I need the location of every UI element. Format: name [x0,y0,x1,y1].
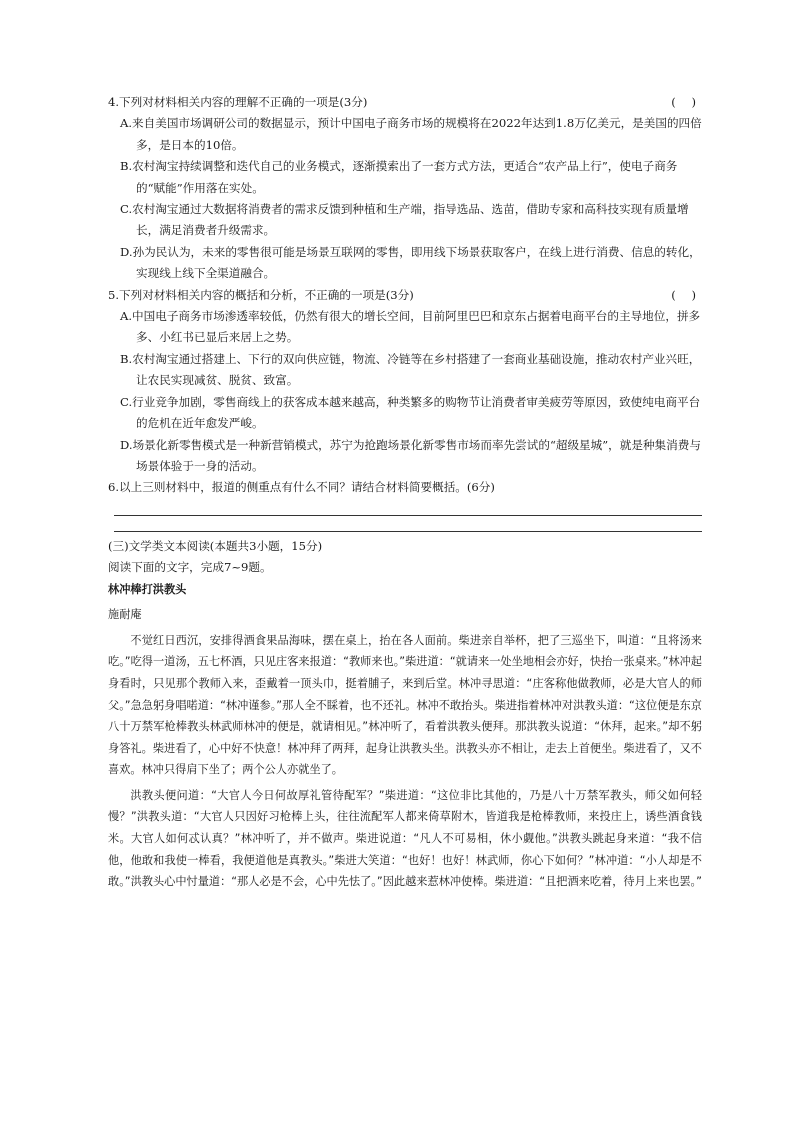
question-4-option-a: A.来自美国市场调研公司的数据显示，预计中国电子商务市场的规模将在2022年达到1.8万亿美元，是美国的四倍多，是日本的10倍。 [120,116,702,152]
story [108,579,702,893]
question-5-option-b: B.农村淘宝通过搭建上、下行的双向供应链，物流、冷链等在乡村搭建了一套商业基础设施，推动农村产业兴旺，让农民实现减贫、脱贫、致富。 [120,351,701,388]
story-author: 施耐庵 [108,608,142,622]
section-title: (三)文学类文本阅读(本题共3小题，15分) [108,538,323,553]
question-4-answer-bracket[interactable]: ( ) [671,95,702,109]
section-instruction: 阅读下面的文字，完成7~9题。 [108,560,272,575]
question-4-stem: 4.下列对材料相关内容的理解不正确的一项是(3分) [108,95,368,109]
story-paragraph-2: 洪教头便问道：“大官人今日何故厚礼管待配军？”柴进道：“这位非比其他的，乃是八十万禁军教头，师父如何轻慢？”洪教头道：“大官人只因好习枪棒上头，往往流配军人都来倚草附木，皆道我是枪棒教师，来投庄上，诱些酒食钱米。大官人如何忒认真？”林冲听了，并不做声。柴进说道：“凡人不可易相，休小觑他。”洪教头跳起身来道：“我不信他，他敢和我使一棒看，我便道他是真教头。”柴进大笑道：“也好！也好！林武师，你心下如何？”林冲道：“小人却是不敢。”洪教头心中忖量道：“那人必是不会，心中先怯了。”因此越来惹林冲使棒。柴进道：“且把酒来吃着，待月上来也罢。” [108,788,702,889]
question-4 [108,92,702,285]
question-4-option-c: C.农村淘宝通过大数据将消费者的需求反馈到种植和生产端，指导选品、选苗，借助专家和高科技实现有质量增长，满足消费者升级需求。 [120,202,689,238]
question-5-answer-bracket[interactable]: ( ) [671,287,702,302]
question-5-option-a: A.中国电子商务市场渗透率较低，仍然有很大的增长空间，目前阿里巴巴和京东占据着电商平台的主导地位，拼多多、小红书已显后来居上之势。 [120,309,701,345]
question-5-option-c: C.行业竞争加剧，零售商线上的获客成本越来越高，种类繁多的购物节让消费者审美疲劳等原因，致使纯电商平台的危机在近年愈发严峻。 [120,394,701,431]
question-5 [108,285,702,478]
question-6 [108,477,702,531]
question-4-option-b: B.农村淘宝持续调整和迭代自己的业务模式，逐渐摸索出了一套方式方法，更适合“农产品上行”，使电子商务的“赋能”作用落在实处。 [120,159,678,195]
question-5-stem: 5.下列对材料相关内容的概括和分析，不正确的一项是(3分) [108,287,414,302]
story-paragraph-1: 不觉红日西沉，安排得酒食果品海味，摆在桌上，抬在各人面前。柴进亲自举杯，把了三巡坐下，叫道：“且将汤来吃。”吃得一道汤，五七杯酒，只见庄客来报道：“教师来也。”柴进道：“就请来一处坐地相会亦好，快抬一张桌来。”林冲起身看时，只见那个教师入来，歪戴着一顶头巾，挺着脯子，来到后堂。林冲寻思道：“庄客称他做教师，必是大官人的师父。”急急躬身唱喏道：“林冲谨参。”那人全不睬着，也不还礼。林冲不敢抬头。柴进指着林冲对洪教头道：“这位便是东京八十万禁军枪棒教头林武师林冲的便是，就请相见。”林冲听了，看着洪教头便拜。那洪教头说道：“休拜，起来。”却不躬身答礼。柴进看了，心中好不快意！林冲拜了两拜，起身让洪教头坐。洪教头亦不相让，走去上首便坐。柴进看了，又不喜欢。林冲只得肩下坐了；两个公人亦就坐了。 [108,633,702,777]
question-6-stem: 6.以上三则材料中，报道的侧重点有什么不同？请结合材料简要概括。(6分) [108,480,495,495]
question-4-option-d: D.孙为民认为，未来的零售很可能是场景互联网的零售，即用线下场景获取客户，在线上进行消费、信息的转化，实现线上线下全渠道融合。 [120,244,701,281]
story-title: 林冲棒打洪教头 [108,582,187,596]
question-5-option-d: D.场景化新零售模式是一种新营销模式，苏宁为抢跑场景化新零售市场而率先尝试的“超级星城”，就是种集消费与场景体验于一身的活动。 [120,437,701,473]
answer-line-2[interactable] [114,531,702,532]
exam-sheet [108,92,702,893]
